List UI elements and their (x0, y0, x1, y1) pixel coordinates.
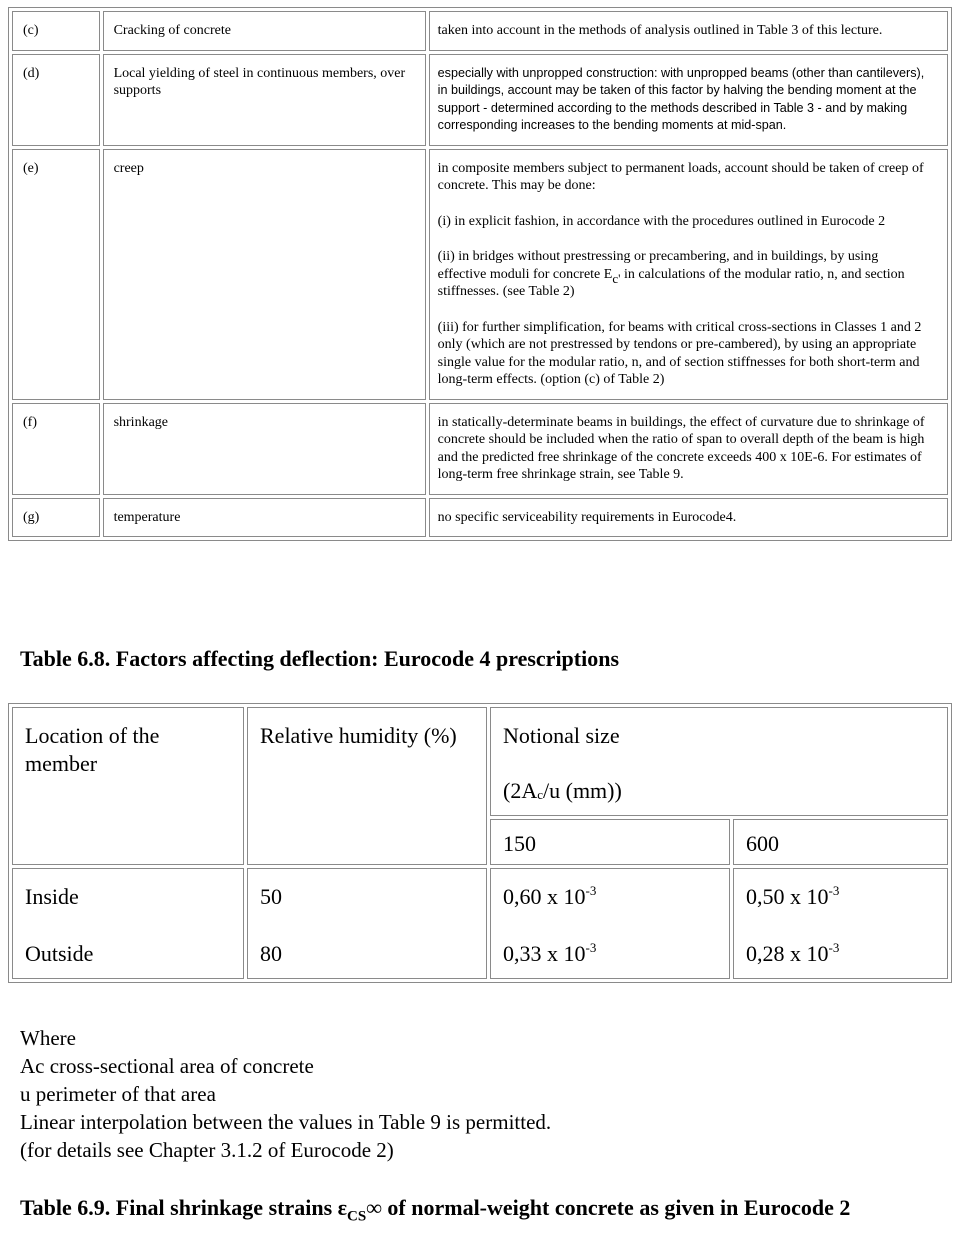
row-description (429, 498, 948, 538)
table-header-row (12, 707, 948, 816)
strain-mantissa: 0,50 x 10 (746, 884, 829, 909)
table-row (12, 149, 948, 400)
table-row (12, 868, 948, 979)
header-size-600: 600 (733, 819, 948, 865)
shrinkage-table (8, 703, 952, 983)
row-description (429, 11, 948, 51)
description-paragraph: taken into account in the methods of analysis outlined in Table 3 of this lecture. (437, 23, 883, 38)
paragraph-text: (ii) in bridges without prestressing or precambering, and in buildings, by using effective moduli for concrete E (437, 249, 879, 282)
row-factor: Cracking of concrete (103, 11, 426, 51)
strain-150-cell (490, 868, 730, 979)
description-paragraph: (i) in explicit fashion, in accordance with the procedures outlined in Eurocode 2 (437, 213, 886, 229)
row-description (429, 54, 948, 146)
subscript: c (537, 787, 543, 802)
strain-mantissa: 0,33 x 10 (503, 941, 586, 966)
strain-exponent: -3 (585, 940, 597, 955)
strain-value (746, 883, 935, 911)
formula-part: (2A (503, 778, 538, 803)
humidity-outside: 80 (260, 941, 282, 966)
formula-part: /u (mm)) (543, 778, 622, 803)
strain-exponent: -3 (828, 883, 840, 898)
description-paragraph: no specific serviceability requirements in Eurocode4. (437, 509, 737, 525)
header-humidity: Relative humidity (%) (247, 707, 487, 865)
row-factor: shrinkage (103, 403, 426, 495)
description-paragraph: in composite members subject to permanent loads, account should be taken of creep of concrete. This may be done: (437, 160, 924, 193)
table-caption: Table 6.8. Factors affecting deflection: Eurocode 4 prescriptions (20, 646, 620, 671)
table-caption (20, 1195, 940, 1229)
humidity-cell (247, 868, 487, 979)
note-line: (for details see Chapter 3.1.2 of Eurocode 2) (20, 1138, 394, 1162)
row-id: (e) (12, 149, 100, 400)
description-paragraph: in statically-determinate beams in buildings, the effect of curvature due to shrinkage of concrete should be included when the ratio of span to overall depth of the beam is high and the predicted free shrinkage of the concrete exceeds 400 x 10E-6. For estimates of long-term free shrinkage strain, see Table 9. (437, 414, 925, 482)
strain-value (746, 940, 935, 968)
strain-exponent: -3 (585, 883, 597, 898)
humidity-inside: 50 (260, 884, 282, 909)
row-description (429, 149, 948, 400)
row-id: (d) (12, 54, 100, 146)
infinity-symbol: ∞ (366, 1195, 382, 1220)
location-outside: Outside (25, 941, 94, 966)
table-row (12, 11, 948, 51)
description-paragraph: (iii) for further simplification, for beams with critical cross-sections in Classes 1 and 2 only (which are not prestressed by tendons or pre-cambered), by using an appropriate single value for the modular ratio, n, and of section stiffnesses for both short-term and long-term effects. (option (c) of Table 2) (437, 319, 922, 387)
table-row (12, 403, 948, 495)
note-line: Linear interpolation between the values in Table 9 is permitted. (20, 1110, 552, 1134)
location-cell (12, 868, 244, 979)
row-id: (g) (12, 498, 100, 538)
strain-mantissa: 0,60 x 10 (503, 884, 586, 909)
row-factor: temperature (103, 498, 426, 538)
row-factor: creep (103, 149, 426, 400)
caption-text: Table 6.9. Final shrinkage strains (20, 1195, 338, 1220)
epsilon-symbol: ε (337, 1195, 348, 1220)
factors-table (8, 7, 952, 541)
description-paragraph (438, 248, 927, 301)
strain-value (503, 883, 717, 911)
description-paragraph: especially with unpropped construction: with unpropped beams (other than cantilevers), in buildings, account may be taken of this factor by halving the bending moment at the support - determined according to the methods described in Table 3 - and by making corresponding increases to the bending moments at mid-span. (437, 65, 925, 132)
strain-600-cell (733, 868, 948, 979)
paragraph-text: in calculations of the modular ratio, n, and section stiffnesses. (see Table 2) (437, 266, 905, 299)
header-location: Location of the member (12, 707, 244, 865)
location-inside: Inside (25, 884, 79, 909)
strain-mantissa: 0,28 x 10 (746, 941, 829, 966)
caption-text: of normal-weight concrete as given in Eurocode 2 (381, 1195, 851, 1220)
row-description (429, 403, 948, 495)
table-row (12, 54, 948, 146)
note-line: Ac cross-sectional area of concrete (20, 1054, 314, 1078)
row-id: (f) (12, 403, 100, 495)
header-notional-size (490, 707, 948, 816)
strain-value (503, 940, 717, 968)
table-notes (20, 1024, 551, 1164)
header-size-150: 150 (490, 819, 730, 865)
note-line: u perimeter of that area (20, 1082, 216, 1106)
note-line: Where (20, 1026, 76, 1050)
strain-exponent: -3 (828, 940, 840, 955)
notional-size-formula (503, 777, 935, 805)
notional-size-label: Notional size (503, 723, 620, 748)
row-factor: Local yielding of steel in continuous members, over supports (103, 54, 426, 146)
subscript: c' (612, 270, 621, 286)
table-row (12, 498, 948, 538)
row-id: (c) (12, 11, 100, 51)
subscript: CS (347, 1208, 367, 1225)
